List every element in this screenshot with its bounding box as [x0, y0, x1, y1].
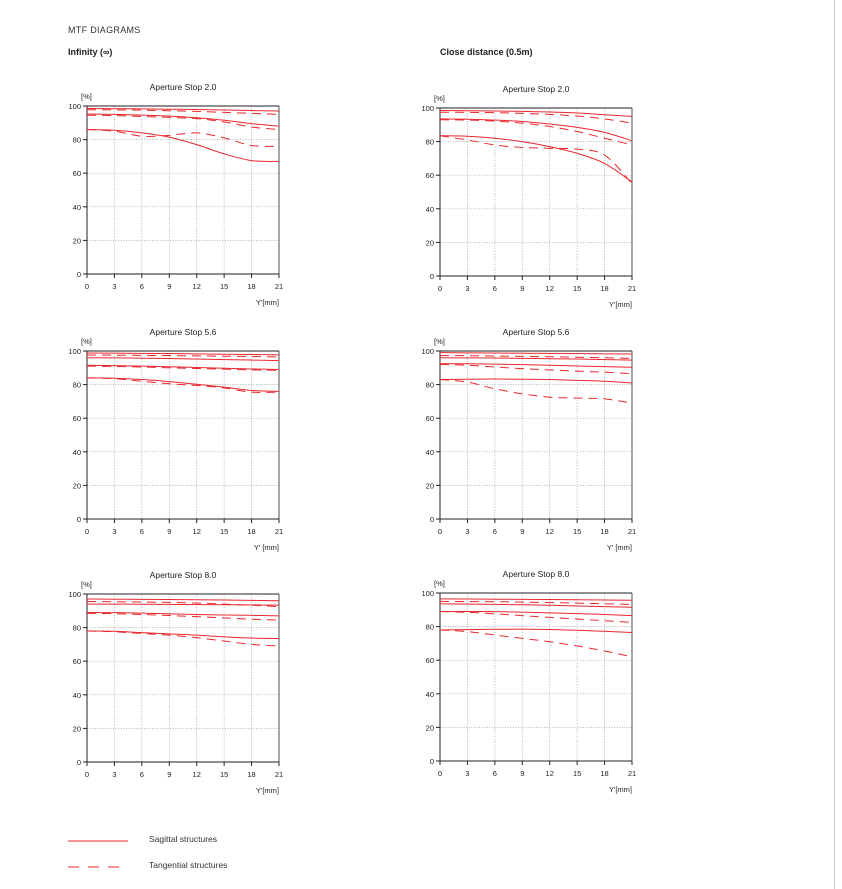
y-axis-unit-label: [%]: [434, 94, 445, 103]
x-tick-label: 6: [492, 527, 497, 536]
y-tick-label: 40: [425, 689, 434, 699]
mtf-chart-close-f5-6: [408, 323, 658, 555]
x-tick-label: 12: [192, 282, 201, 291]
sagittal-curve: [87, 358, 279, 361]
sagittal-curve: [87, 599, 279, 601]
y-tick-label: 100: [68, 347, 81, 356]
x-tick-label: 6: [139, 282, 144, 291]
x-tick-label: 6: [139, 527, 144, 536]
tangential-curve: [440, 364, 632, 373]
sagittal-curve: [440, 379, 632, 383]
sagittal-curve: [440, 611, 632, 615]
page-edge-rule: [834, 0, 835, 889]
x-tick-label: 3: [465, 769, 470, 778]
y-tick-label: 20: [72, 236, 81, 246]
x-tick-label: 21: [627, 527, 637, 536]
legend-sagittal-line-icon: [68, 838, 130, 844]
tangential-curve: [440, 112, 632, 123]
y-tick-label: 80: [425, 380, 434, 390]
tangential-curve: [87, 631, 279, 646]
sagittal-curve: [440, 604, 632, 607]
mtf-chart-infinity-f2: [55, 78, 305, 310]
x-tick-label: 3: [112, 770, 117, 779]
x-axis-unit-label: Y'[mm]: [255, 298, 279, 307]
sagittal-curve: [440, 629, 632, 632]
chart-title: Aperture Stop 8.0: [149, 570, 217, 580]
sagittal-curve: [440, 119, 632, 141]
mtf-chart-infinity-f8: [55, 566, 305, 798]
sagittal-curve: [440, 364, 632, 368]
x-tick-label: 0: [84, 282, 90, 291]
y-axis-unit-label: [%]: [81, 337, 92, 346]
y-tick-label: 40: [425, 447, 434, 457]
x-tick-label: 21: [274, 770, 284, 779]
y-tick-label: 40: [72, 202, 81, 212]
tangential-curve: [87, 355, 279, 357]
x-tick-label: 15: [572, 527, 582, 536]
x-tick-label: 0: [437, 284, 443, 293]
column-heading-close-distance: Close distance (0.5m): [440, 47, 533, 57]
x-tick-label: 9: [167, 770, 172, 779]
x-tick-label: 15: [219, 527, 229, 536]
column-heading-infinity: Infinity (∞): [68, 47, 113, 57]
x-tick-label: 6: [139, 770, 144, 779]
y-tick-label: 60: [425, 656, 434, 666]
x-tick-label: 0: [437, 769, 443, 778]
x-tick-label: 12: [192, 770, 201, 779]
x-axis-unit-label: Y'[mm]: [608, 300, 632, 309]
x-tick-label: 18: [247, 282, 256, 291]
tangential-curve: [87, 115, 279, 129]
x-axis-unit-label: Y'[mm]: [255, 786, 279, 795]
y-tick-label: 20: [425, 238, 434, 248]
x-tick-label: 15: [572, 769, 582, 778]
y-tick-label: 60: [425, 414, 434, 424]
sagittal-curve: [87, 114, 279, 126]
y-tick-label: 0: [76, 515, 81, 524]
y-tick-label: 80: [72, 135, 81, 145]
x-tick-label: 12: [545, 284, 554, 293]
x-tick-label: 9: [167, 282, 172, 291]
tangential-curve: [87, 130, 279, 147]
y-axis-unit-label: [%]: [434, 337, 445, 346]
sagittal-curve: [87, 631, 279, 639]
y-tick-label: 100: [421, 589, 434, 598]
y-tick-label: 100: [421, 104, 434, 113]
x-tick-label: 15: [572, 284, 582, 293]
x-tick-label: 18: [247, 770, 256, 779]
sagittal-curve: [440, 358, 632, 360]
x-tick-label: 3: [112, 527, 117, 536]
sagittal-curve: [440, 599, 632, 600]
tangential-curve: [440, 380, 632, 404]
x-tick-label: 9: [520, 769, 525, 778]
x-tick-label: 9: [520, 527, 525, 536]
x-tick-label: 9: [167, 527, 172, 536]
document-title: MTF DIAGRAMS: [68, 25, 141, 35]
mtf-chart-infinity-f5-6: [55, 323, 305, 555]
x-tick-label: 18: [600, 284, 609, 293]
y-tick-label: 40: [72, 447, 81, 457]
y-tick-label: 0: [429, 757, 434, 766]
y-tick-label: 0: [429, 272, 434, 281]
y-tick-label: 40: [72, 690, 81, 700]
chart-title: Aperture Stop 2.0: [502, 84, 570, 94]
x-tick-label: 3: [112, 282, 117, 291]
x-tick-label: 18: [600, 527, 609, 536]
y-tick-label: 20: [72, 481, 81, 491]
x-tick-label: 3: [465, 284, 470, 293]
y-tick-label: 20: [425, 723, 434, 733]
y-tick-label: 100: [68, 590, 81, 599]
y-tick-label: 40: [425, 204, 434, 214]
x-axis-unit-label: Y' [mm]: [253, 543, 279, 552]
y-tick-label: 0: [76, 270, 81, 279]
x-tick-label: 6: [492, 769, 497, 778]
sagittal-curve: [87, 612, 279, 615]
x-tick-label: 12: [192, 527, 201, 536]
x-tick-label: 18: [600, 769, 609, 778]
legend-tangential-label: Tangential structures: [149, 860, 228, 870]
y-tick-label: 60: [425, 171, 434, 181]
y-axis-unit-label: [%]: [81, 92, 92, 101]
y-tick-label: 80: [425, 137, 434, 147]
tangential-curve: [440, 136, 632, 184]
y-tick-label: 80: [72, 380, 81, 390]
x-tick-label: 15: [219, 770, 229, 779]
chart-title: Aperture Stop 5.6: [149, 327, 217, 337]
y-tick-label: 60: [72, 414, 81, 424]
chart-title: Aperture Stop 8.0: [502, 569, 570, 579]
x-tick-label: 12: [545, 769, 554, 778]
y-tick-label: 0: [76, 758, 81, 767]
sagittal-curve: [87, 604, 279, 605]
sagittal-curve: [87, 353, 279, 355]
x-tick-label: 18: [247, 527, 256, 536]
x-tick-label: 21: [627, 769, 637, 778]
x-tick-label: 3: [465, 527, 470, 536]
y-tick-label: 60: [72, 657, 81, 667]
y-tick-label: 20: [425, 481, 434, 491]
x-axis-unit-label: Y'[mm]: [608, 785, 632, 794]
chart-title: Aperture Stop 2.0: [149, 82, 217, 92]
x-tick-label: 0: [437, 527, 443, 536]
x-axis-unit-label: Y' [mm]: [606, 543, 632, 552]
y-tick-label: 0: [429, 515, 434, 524]
sagittal-curve: [440, 353, 632, 354]
x-tick-label: 21: [274, 282, 284, 291]
sagittal-curve: [87, 365, 279, 369]
mtf-chart-close-f8: [408, 565, 658, 797]
mtf-chart-close-f2: [408, 80, 658, 312]
x-tick-label: 21: [627, 284, 637, 293]
y-tick-label: 20: [72, 724, 81, 734]
x-tick-label: 6: [492, 284, 497, 293]
x-tick-label: 0: [84, 527, 90, 536]
legend-tangential-line-icon: [68, 864, 130, 870]
y-tick-label: 80: [425, 622, 434, 632]
x-tick-label: 21: [274, 527, 284, 536]
tangential-curve: [440, 630, 632, 657]
y-tick-label: 100: [421, 347, 434, 356]
x-tick-label: 9: [520, 284, 525, 293]
legend-sagittal-label: Sagittal structures: [149, 834, 218, 844]
x-tick-label: 15: [219, 282, 229, 291]
x-tick-label: 0: [84, 770, 90, 779]
x-tick-label: 12: [545, 527, 554, 536]
y-tick-label: 60: [72, 169, 81, 179]
y-axis-unit-label: [%]: [434, 579, 445, 588]
y-axis-unit-label: [%]: [81, 580, 92, 589]
chart-title: Aperture Stop 5.6: [502, 327, 570, 337]
y-tick-label: 80: [72, 623, 81, 633]
tangential-curve: [440, 611, 632, 622]
y-tick-label: 100: [68, 102, 81, 111]
